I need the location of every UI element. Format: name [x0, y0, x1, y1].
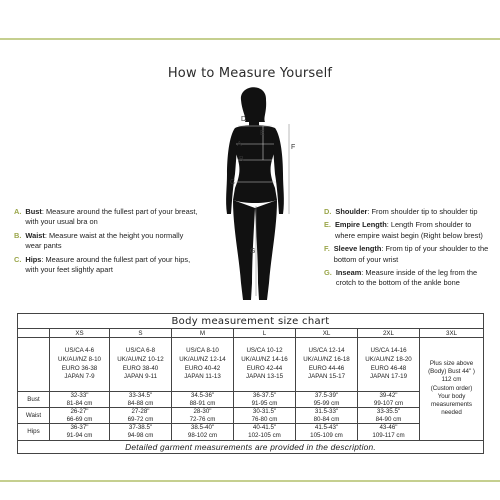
- note-key: G.: [324, 268, 332, 278]
- figure-label-c: C: [230, 179, 236, 186]
- size-chart-footer: Detailed garment measurements are provided in the description.: [18, 440, 484, 453]
- size-header: 3XL: [420, 329, 484, 338]
- left-measurement-notes: [14, 207, 200, 278]
- measure-cell: 37.5-39" 95-99 cm: [296, 392, 358, 408]
- intl-size-cell: US/CA 6-8 UK/AU/NZ 10-12 EURO 38-40 JAPAN 9-11: [110, 338, 172, 392]
- measure-cell: 34.5-36" 88-91 cm: [172, 392, 234, 408]
- measure-cell: 38.5-40" 98-102 cm: [172, 424, 234, 440]
- intl-size-cell: US/CA 8-10 UK/AU/NZ 12-14 EURO 40-42 JAPAN 11-13: [172, 338, 234, 392]
- top-divider: [0, 38, 500, 40]
- note-key: B.: [14, 230, 22, 240]
- intl-size-cell: US/CA 10-12 UK/AU/NZ 14-16 EURO 42-44 JAPAN 13-15: [234, 338, 296, 392]
- note-bust: [14, 207, 200, 228]
- note-text: Shoulder: From shoulder tip to shoulder tip: [335, 207, 478, 216]
- bottom-divider: [0, 480, 500, 482]
- intl-size-cell: US/CA 14-16 UK/AU/NZ 18-20 EURO 46-48 JAPAN 17-19: [358, 338, 420, 392]
- measure-cell: 36-37.5" 91-95 cm: [234, 392, 296, 408]
- figure-label-d: D: [241, 116, 247, 123]
- body-silhouette-figure: [205, 78, 305, 308]
- size-header: XL: [296, 329, 358, 338]
- table-row-waist: [18, 408, 484, 424]
- measure-cell: 32-33" 81-84 cm: [50, 392, 110, 408]
- intl-size-cell: US/CA 4-6 UK/AU/NZ 8-10 EURO 36-38 JAPAN 7-9: [50, 338, 110, 392]
- note-inseam: [324, 268, 492, 289]
- row-label: Bust: [18, 392, 50, 408]
- corner-cell: [18, 338, 50, 392]
- measure-cell: 43-46" 109-117 cm: [358, 424, 420, 440]
- size-header: L: [234, 329, 296, 338]
- body-silhouette-icon: [205, 78, 305, 308]
- figure-label-g: G: [250, 248, 256, 255]
- measure-cell: 28-30" 72-76 cm: [172, 408, 234, 424]
- table-row-bust: [18, 392, 484, 408]
- measure-cell: 33-35.5" 84-90 cm: [358, 408, 420, 424]
- note-text: Inseam: Measure inside of the leg from the crotch to the bottom of the ankle bone: [335, 268, 478, 288]
- figure-label-b: B: [239, 156, 244, 163]
- size-header: S: [110, 329, 172, 338]
- measure-cell: 30-31.5" 76-80 cm: [234, 408, 296, 424]
- note-hips: [14, 255, 200, 276]
- measure-cell: 37-38.5" 94-98 cm: [110, 424, 172, 440]
- measure-cell: 36-37" 91-94 cm: [50, 424, 110, 440]
- measure-cell: 31.5-33" 80-84 cm: [296, 408, 358, 424]
- page-title: How to Measure Yourself: [167, 66, 333, 81]
- size-header: XS: [50, 329, 110, 338]
- measure-cell: 33-34.5" 84-88 cm: [110, 392, 172, 408]
- size-header: 2XL: [358, 329, 420, 338]
- note-key: C.: [14, 254, 22, 264]
- note-waist: [14, 231, 200, 252]
- note-text: Hips: Measure around the fullest part of your hips, with your feet slightly apart: [25, 254, 191, 275]
- measure-cell: 27-28" 69-72 cm: [110, 408, 172, 424]
- note-text: Sleeve length: From tip of your shoulder to the bottom of your wrist: [333, 244, 489, 264]
- measure-cell: 40-41.5" 102-105 cm: [234, 424, 296, 440]
- measure-cell: 26-27" 66-69 cm: [50, 408, 110, 424]
- measure-cell: 39-42" 99-107 cm: [358, 392, 420, 408]
- note-empire-length: [324, 220, 492, 241]
- intl-size-row: [18, 338, 484, 392]
- figure-label-e: E: [260, 130, 265, 137]
- plus-size-note: Plus size above (Body) Bust 44" ) 112 cm (Custom order) Your body measurements needed: [420, 338, 484, 441]
- measure-cell: 41.5-43" 105-109 cm: [296, 424, 358, 440]
- right-measurement-notes: [324, 207, 492, 292]
- note-text: Bust: Measure around the fullest part of your breast, with your usual bra on: [25, 207, 198, 227]
- note-key: D.: [324, 207, 332, 216]
- note-text: Empire Length: Length From shoulder to where empire waist begin (Right below brest): [334, 220, 483, 240]
- table-row-hips: [18, 424, 484, 440]
- note-key: E.: [324, 220, 331, 230]
- figure-label-a: A: [237, 141, 242, 148]
- note-key: F.: [324, 244, 330, 254]
- figure-label-f: F: [291, 144, 296, 151]
- size-chart: [17, 313, 483, 454]
- size-chart-caption: Body measurement size chart: [18, 314, 484, 329]
- row-label: Hips: [18, 424, 50, 440]
- note-text: Waist: Measure waist at the height you normally wear pants: [25, 230, 184, 251]
- size-header: M: [172, 329, 234, 338]
- note-sleeve-length: [324, 244, 492, 265]
- corner-cell: [18, 329, 50, 338]
- row-label: Waist: [18, 408, 50, 424]
- size-chart-table: [17, 313, 484, 454]
- note-key: A.: [14, 207, 22, 216]
- intl-size-cell: US/CA 12-14 UK/AU/NZ 16-18 EURO 44-46 JAPAN 15-17: [296, 338, 358, 392]
- note-shoulder: [324, 207, 492, 217]
- size-header-row: [18, 329, 484, 338]
